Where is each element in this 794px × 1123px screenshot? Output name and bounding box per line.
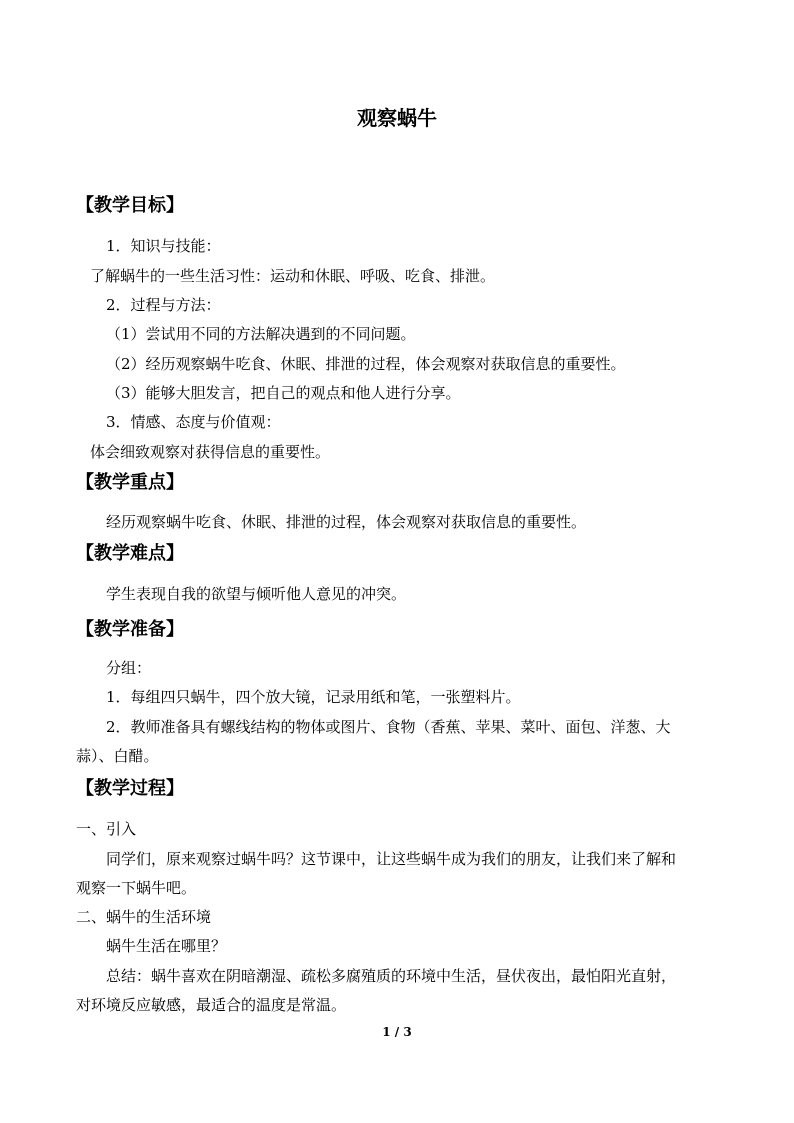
section-heading-objectives: 【教学目标】 xyxy=(76,195,184,216)
paragraph-line: 体会细致观察对获得信息的重要性。 xyxy=(90,443,331,461)
paragraph-line: 蜗牛生活在哪里？ xyxy=(106,937,227,955)
paragraph-line: （3）能够大胆发言，把自己的观点和他人进行分享。 xyxy=(106,384,461,402)
section-heading-difficulties: 【教学难点】 xyxy=(76,543,184,564)
section-heading-preparation: 【教学准备】 xyxy=(76,619,184,640)
section-heading-key-points: 【教学重点】 xyxy=(76,472,184,493)
paragraph-line: 二、蜗牛的生活环境 xyxy=(76,908,212,926)
paragraph-line: 1．每组四只蜗牛，四个放大镜，记录用纸和笔，一张塑料片。 xyxy=(106,688,521,706)
page-number: 1 / 3 xyxy=(382,1025,412,1039)
paragraph-line: 分组： xyxy=(106,659,152,677)
paragraph-line: 总结：蜗牛喜欢在阴暗潮湿、疏松多腐殖质的环境中生活，昼伏夜出，最怕阳光直射， xyxy=(106,967,677,985)
section-heading-process: 【教学过程】 xyxy=(76,778,184,799)
paragraph-line: 学生表现自我的欲望与倾听他人意见的冲突。 xyxy=(106,585,407,603)
paragraph-line: 经历观察蜗牛吃食、休眠、排泄的过程，体会观察对获取信息的重要性。 xyxy=(106,513,587,531)
paragraph-line: 同学们，原来观察过蜗牛吗？这节课中，让这些蜗牛成为我们的朋友，让我们来了解和 xyxy=(106,850,677,868)
paragraph-line: 了解蜗牛的一些生活习性：运动和休眠、呼吸、吃食、排泄。 xyxy=(90,267,496,285)
document-title: 观察蜗牛 xyxy=(357,106,437,130)
paragraph-line: 一、引入 xyxy=(76,820,137,838)
paragraph-line: （2）经历观察蜗牛吃食、休眠、排泄的过程，体会观察对获取信息的重要性。 xyxy=(106,355,626,373)
paragraph-line: （1）尝试用不同的方法解决遇到的不同问题。 xyxy=(106,325,416,343)
paragraph-line: 对环境反应敏感，最适合的温度是常温。 xyxy=(76,996,347,1014)
paragraph-line: 2．教师准备具有螺线结构的物体或图片、食物（香蕉、苹果、菜叶、面包、洋葱、大 xyxy=(106,718,671,736)
paragraph-line: 2．过程与方法： xyxy=(106,296,221,314)
paragraph-line: 观察一下蜗牛吧。 xyxy=(76,879,197,897)
paragraph-line: 3．情感、态度与价值观： xyxy=(106,413,281,431)
paragraph-line: 蒜）、白醋。 xyxy=(76,747,159,765)
paragraph-line: 1．知识与技能： xyxy=(106,237,221,255)
